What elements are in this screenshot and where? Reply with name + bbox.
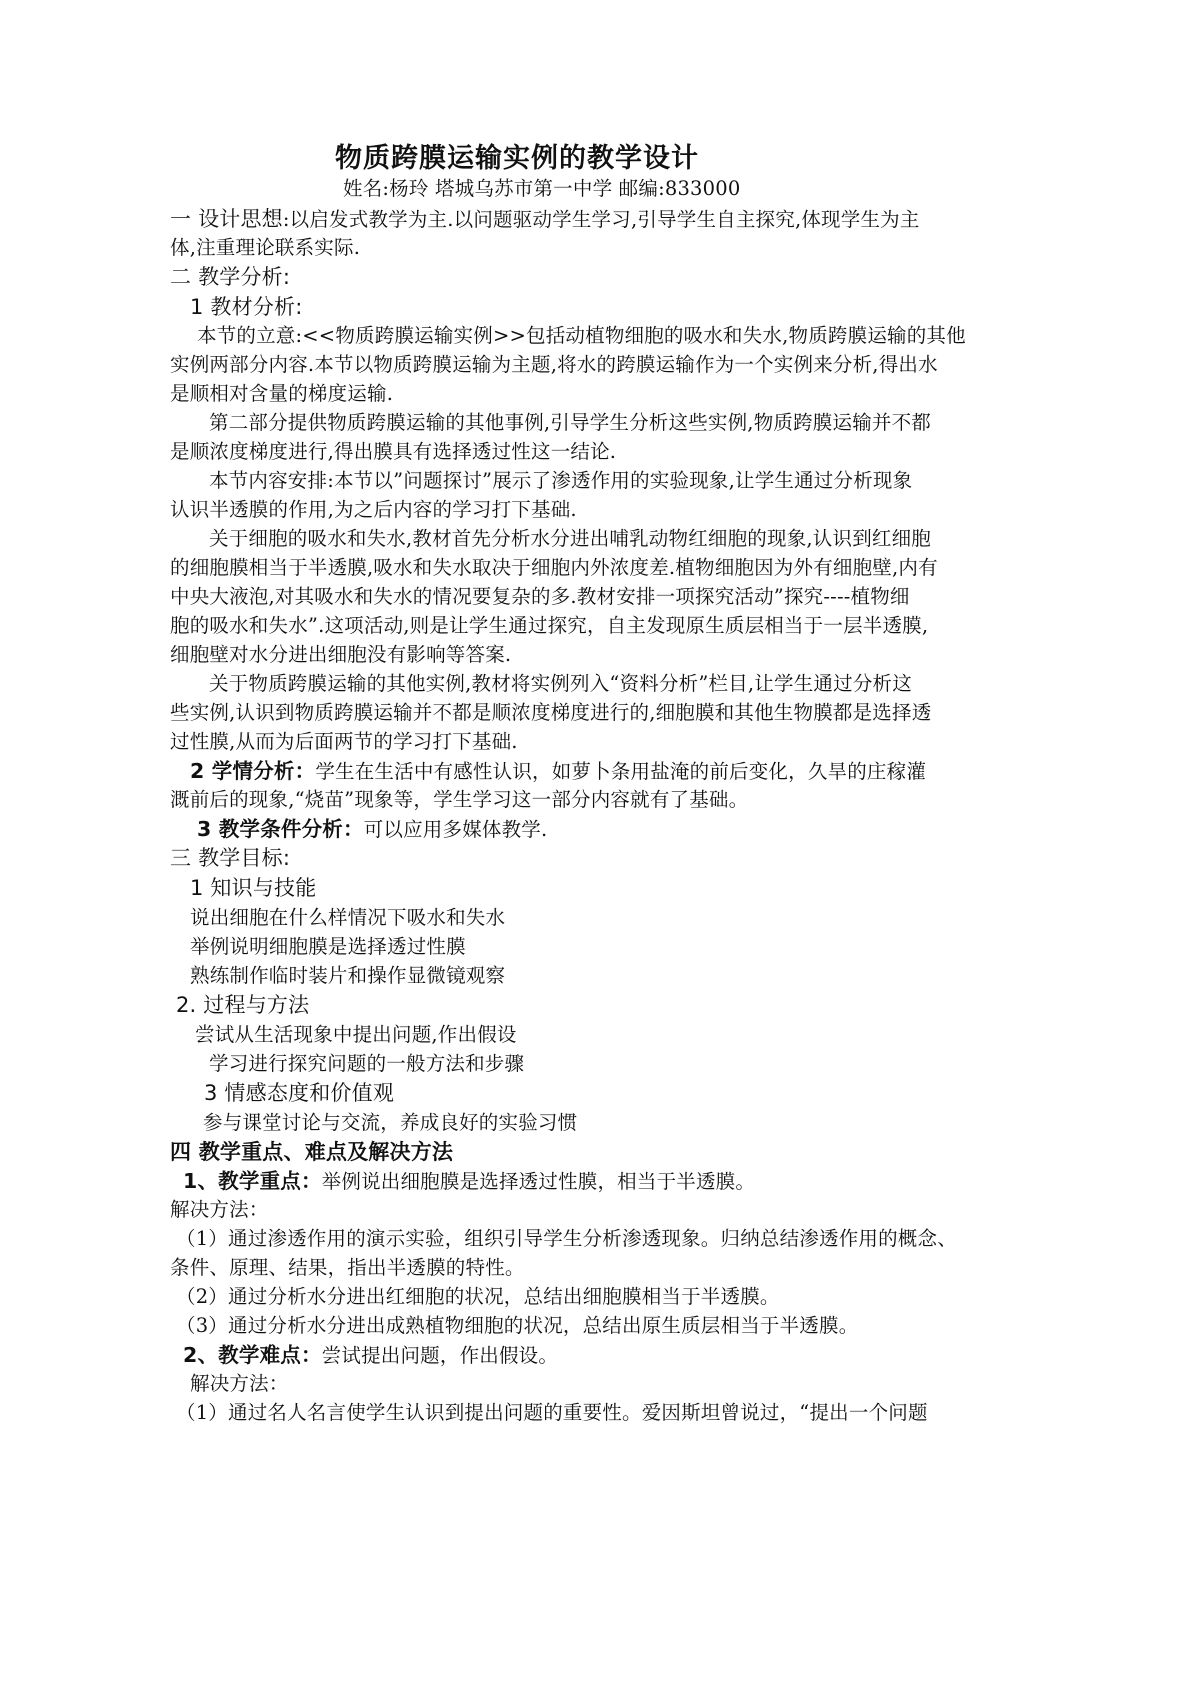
- method-item: （2）通过分析水分进出红细胞的状况，总结出细胞膜相当于半透膜。: [176, 1285, 780, 1308]
- section-1-line-2: 体,注重理论联系实际.: [170, 236, 361, 259]
- author-line: 姓名:杨玲 塔城乌苏市第一中学 邮编:833000: [343, 177, 741, 200]
- difficulty-label: 2、教学难点：: [183, 1343, 322, 1367]
- section-2-heading: 二 教学分析:: [170, 265, 291, 289]
- section-1-line-1: [170, 204, 920, 235]
- difficulty-text: 尝试提出问题，作出假设。: [321, 1344, 559, 1367]
- subsection-textbook-analysis: 1 教材分析:: [190, 295, 303, 319]
- subsection-text: 学生在生活中有感性认识，如萝卜条用盐淹的前后变化，久旱的庄稼灌: [315, 760, 927, 783]
- key-point-label: 1、教学重点：: [183, 1169, 322, 1193]
- goal-item: 举例说明细胞膜是选择透过性膜: [190, 935, 466, 958]
- key-point-text: 举例说出细胞膜是选择透过性膜，相当于半透膜。: [321, 1170, 756, 1193]
- paragraph-line: 是顺浓度梯度进行,得出膜具有选择透过性这一结论.: [170, 440, 617, 463]
- paragraph-line: 细胞壁对水分进出细胞没有影响等答案.: [170, 643, 512, 666]
- method-item-continued: 条件、原理、结果，指出半透膜的特性。: [170, 1256, 525, 1279]
- section-1-text: :以启发式教学为主.以问题驱动学生学习,引导学生自主探究,体现学生为主: [282, 208, 920, 231]
- section-3-heading: 三 教学目标:: [170, 846, 291, 870]
- subsection-learner-analysis: [190, 756, 926, 787]
- paragraph-line: 过性膜,从而为后面两节的学习打下基础.: [170, 730, 518, 753]
- subsection-label: 3 教学条件分析：: [197, 817, 364, 841]
- goal-item: 学习进行探究问题的一般方法和步骤: [209, 1052, 525, 1075]
- goal-process-heading: 2. 过程与方法: [176, 993, 310, 1017]
- page-title: 物质跨膜运输实例的教学设计: [335, 143, 699, 174]
- goal-attitude-heading: 3 情感态度和价值观: [204, 1081, 395, 1105]
- paragraph-line: 本节的立意:<<物质跨膜运输实例>>包括动植物细胞的吸水和失水,物质跨膜运输的其他: [197, 324, 966, 347]
- method-label: 解决方法：: [170, 1198, 269, 1221]
- key-point-line: [183, 1166, 755, 1197]
- paragraph-line: 认识半透膜的作用,为之后内容的学习打下基础.: [170, 498, 577, 521]
- paragraph-line: 本节内容安排:本节以”问题探讨”展示了渗透作用的实验现象,让学生通过分析现象: [209, 469, 913, 492]
- method-item: （3）通过分析水分进出成熟植物细胞的状况，总结出原生质层相当于半透膜。: [176, 1314, 859, 1337]
- paragraph-line: 溉前后的现象,“烧苗”现象等，学生学习这一部分内容就有了基础。: [170, 788, 749, 811]
- subsection-label: 2 学情分析：: [190, 759, 316, 783]
- paragraph-line: 关于物质跨膜运输的其他实例,教材将实例列入“资料分析”栏目,让学生通过分析这: [209, 672, 912, 695]
- paragraph-line: 中央大液泡,对其吸水和失水的情况要复杂的多.教材安排一项探究活动”探究----植物细: [170, 585, 910, 608]
- method-label: 解决方法：: [190, 1372, 289, 1395]
- paragraph-line: 关于细胞的吸水和失水,教材首先分析水分进出哺乳动物红细胞的现象,认识到红细胞: [209, 527, 931, 550]
- goal-item: 尝试从生活现象中提出问题,作出假设: [195, 1023, 517, 1046]
- paragraph-line: 第二部分提供物质跨膜运输的其他事例,引导学生分析这些实例,物质跨膜运输并不都: [209, 411, 931, 434]
- subsection-conditions: [197, 814, 547, 845]
- method-item: （1）通过名人名言使学生认识到提出问题的重要性。爱因斯坦曾说过，“提出一个问题: [176, 1401, 928, 1424]
- method-item: （1）通过渗透作用的演示实验，组织引导学生分析渗透现象。归纳总结渗透作用的概念、: [176, 1227, 957, 1250]
- paragraph-line: 些实例,认识到物质跨膜运输并不都是顺浓度梯度进行的,细胞膜和其他生物膜都是选择透: [170, 701, 932, 724]
- goal-item: 说出细胞在什么样情况下吸水和失水: [190, 906, 506, 929]
- paragraph-line: 胞的吸水和失水”.这项活动,则是让学生通过探究，自主发现原生质层相当于一层半透膜,: [170, 614, 929, 637]
- section-1-heading: 一 设计思想: [170, 207, 283, 231]
- paragraph-line: 是顺相对含量的梯度运输.: [170, 382, 394, 405]
- goal-item: 参与课堂讨论与交流，养成良好的实验习惯: [203, 1111, 578, 1134]
- paragraph-line: 的细胞膜相当于半透膜,吸水和失水取决于细胞内外浓度差.植物细胞因为外有细胞壁,内有: [170, 556, 938, 579]
- section-4-heading: 四 教学重点、难点及解决方法: [170, 1140, 454, 1164]
- paragraph-line: 实例两部分内容.本节以物质跨膜运输为主题,将水的跨膜运输作为一个实例来分析,得出水: [170, 353, 938, 376]
- goal-item: 熟练制作临时装片和操作显微镜观察: [190, 964, 506, 987]
- subsection-text: 可以应用多媒体教学.: [363, 818, 548, 841]
- difficulty-line: [183, 1340, 558, 1371]
- goal-knowledge-heading: 1 知识与技能: [190, 876, 317, 900]
